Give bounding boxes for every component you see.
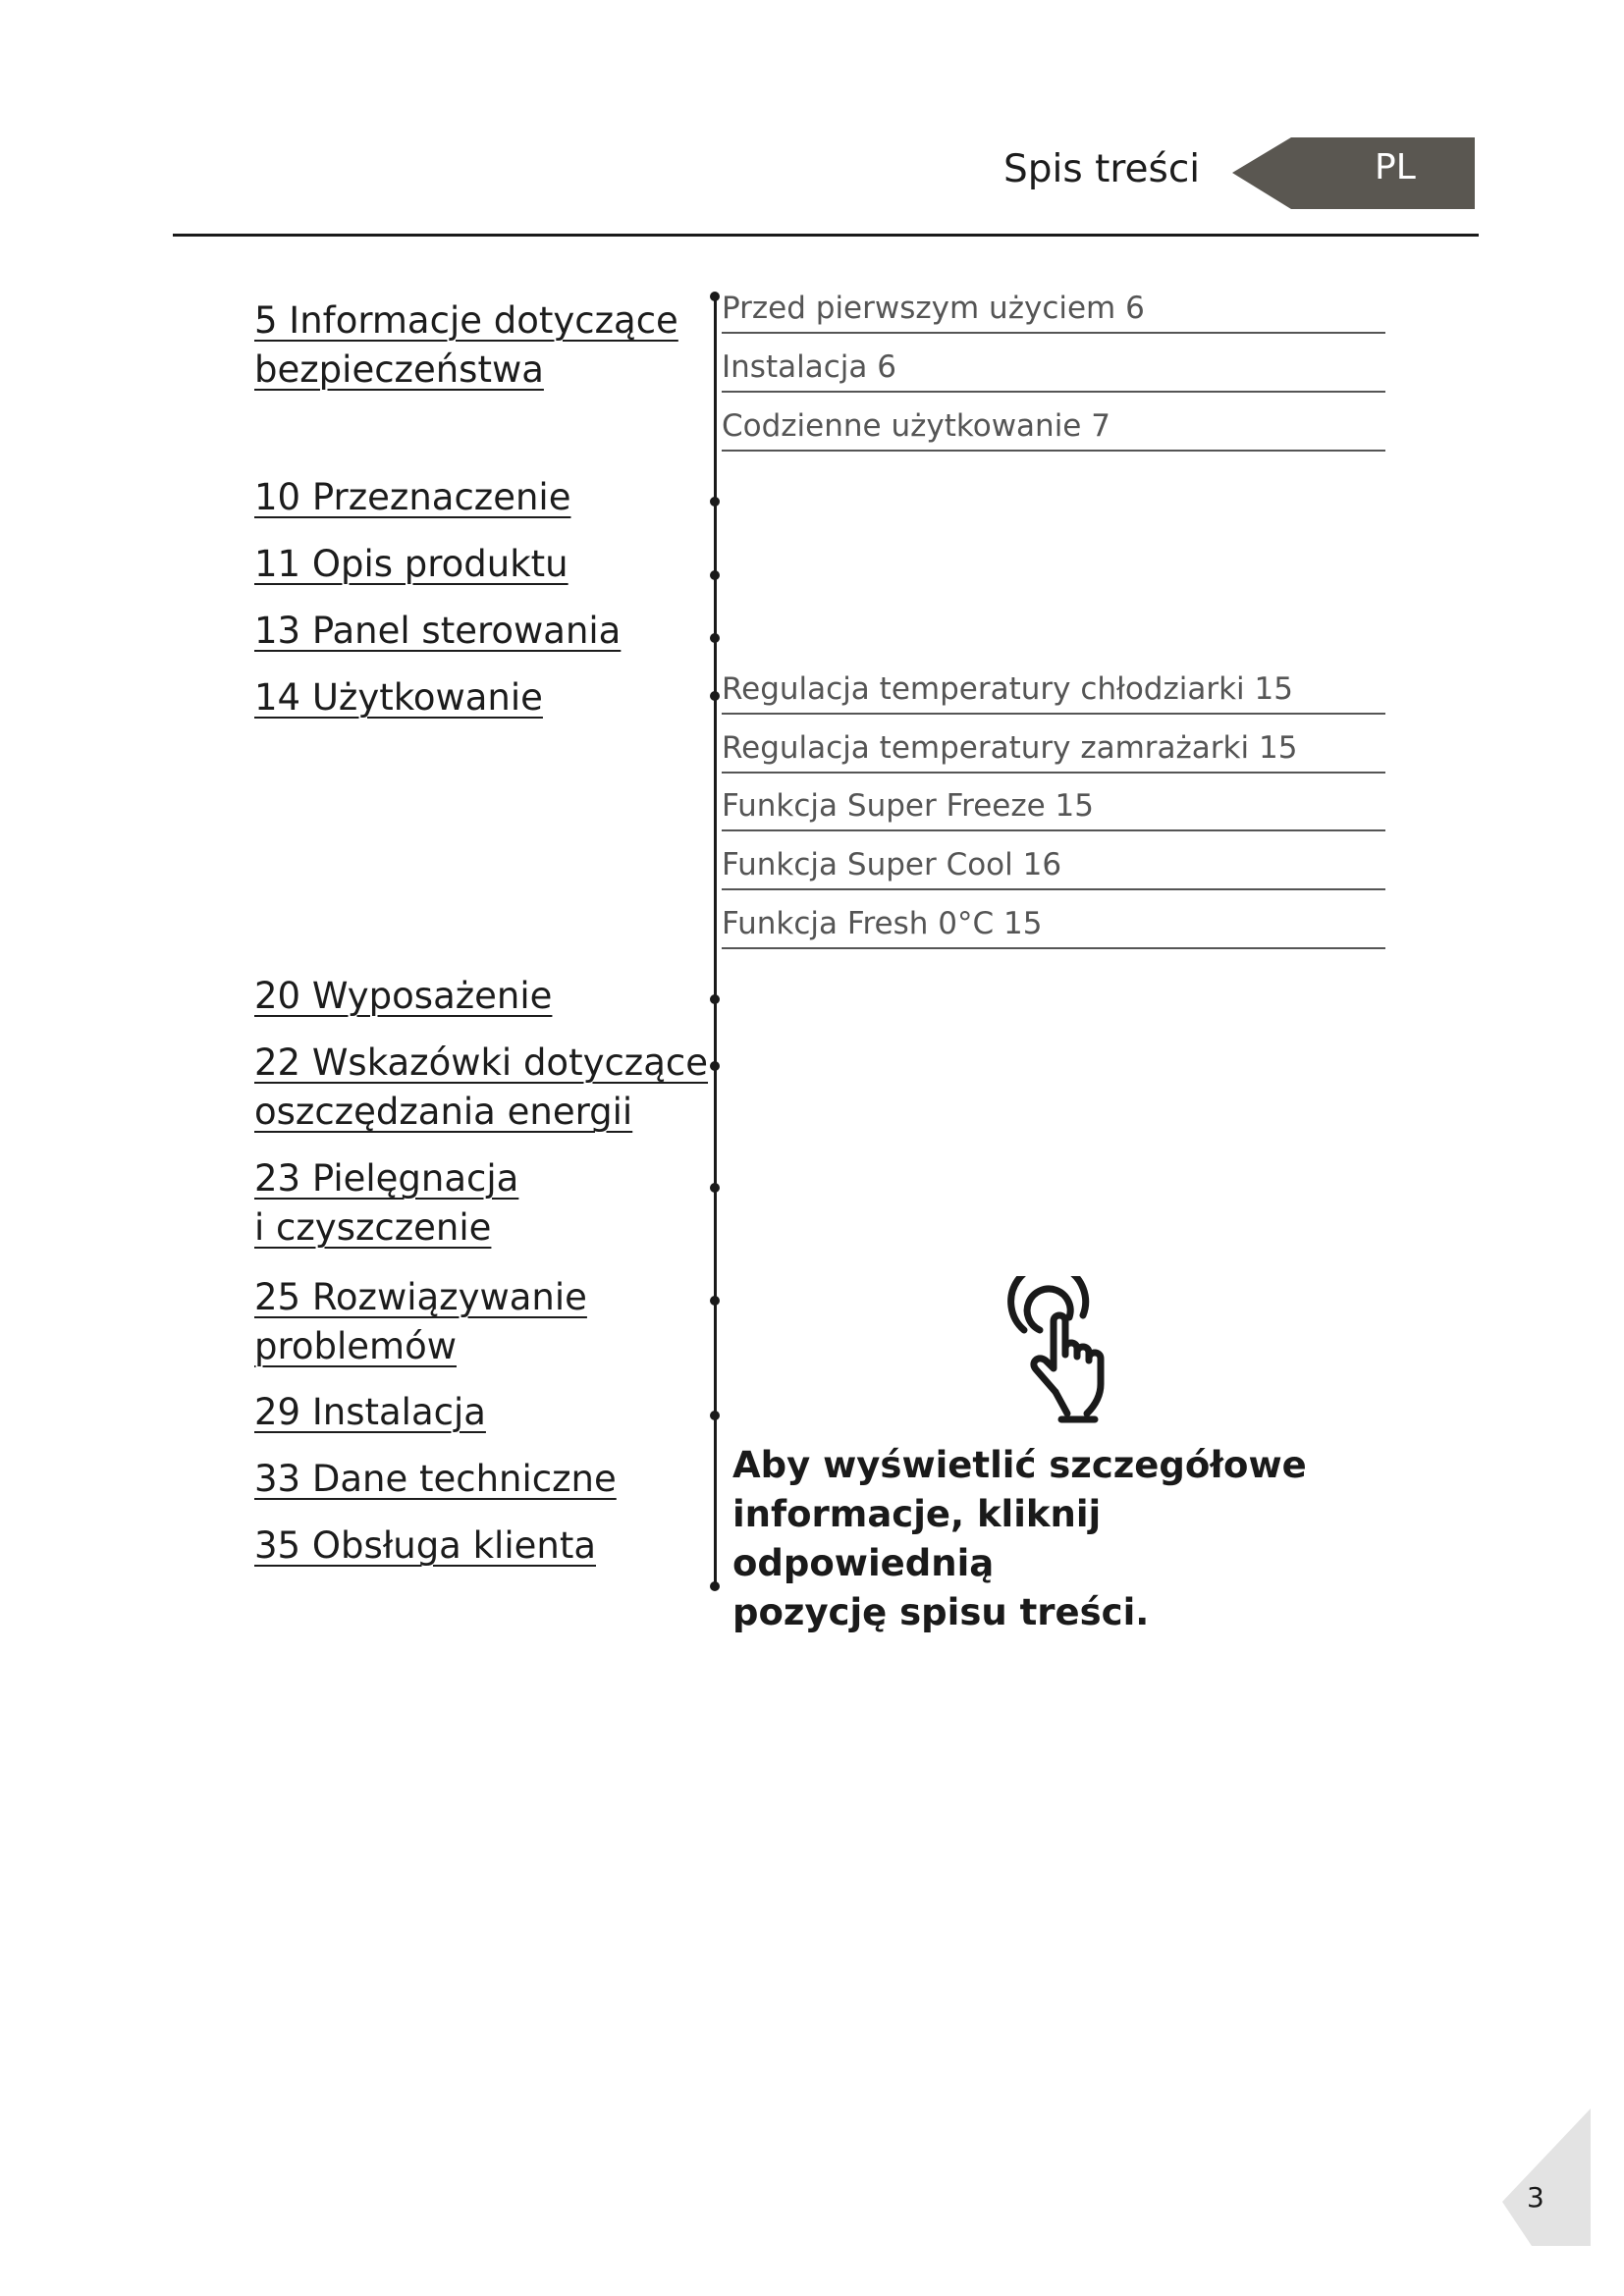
toc-item-instalacja[interactable]: 29 Instalacja — [254, 1391, 486, 1433]
page-corner-tab — [1502, 2109, 1591, 2246]
toc-item-panel-sterowania[interactable]: 13 Panel sterowania — [254, 610, 622, 652]
toc-item-rozwiazywanie-problemow[interactable]: 25 Rozwiązywanie problemów — [254, 1276, 587, 1367]
timeline-dot — [710, 570, 720, 580]
page-title: Spis treści — [1003, 147, 1201, 191]
toc-timeline — [714, 294, 717, 1588]
toc-item-przeznaczenie[interactable]: 10 Przeznaczenie — [254, 476, 571, 518]
timeline-dot — [710, 994, 720, 1004]
timeline-dot — [710, 497, 720, 507]
timeline-dot — [710, 1183, 720, 1193]
toc-item-wskazowki-energii[interactable]: 22 Wskazówki dotyczące oszczędzania energii — [254, 1041, 709, 1133]
timeline-dot — [710, 1061, 720, 1071]
timeline-dot — [710, 1296, 720, 1306]
toc-item-wyposazenie[interactable]: 20 Wyposażenie — [254, 975, 553, 1017]
instruction-text: Aby wyświetlić szczegółowe informacje, kliknij odpowiednią pozycję spisu treści. — [732, 1444, 1307, 1633]
timeline-dot — [710, 633, 720, 643]
toc-subitem-super-cool[interactable]: Funkcja Super Cool 16 — [722, 843, 1385, 890]
language-tab — [1232, 137, 1475, 209]
toc-item-pielegnacja[interactable]: 23 Pielęgnacja i czyszczenie — [254, 1157, 519, 1249]
toc-item-uzytkowanie[interactable]: 14 Użytkowanie — [254, 676, 543, 719]
timeline-dot — [710, 1581, 720, 1591]
timeline-dot — [710, 691, 720, 701]
toc-item-informacje-bezpieczenstwa[interactable]: 5 Informacje dotyczące bezpieczeństwa — [254, 299, 678, 391]
toc-subitem-temperatura-chlodziarki[interactable]: Regulacja temperatury chłodziarki 15 — [722, 667, 1385, 715]
toc-subitem-fresh[interactable]: Funkcja Fresh 0°C 15 — [722, 902, 1385, 949]
page-number: 3 — [1527, 2181, 1544, 2214]
toc-subitem-temperatura-zamrazarki[interactable]: Regulacja temperatury zamrażarki 15 — [722, 726, 1385, 774]
toc-subitem-codzienne-uzytkowanie[interactable]: Codzienne użytkowanie 7 — [722, 404, 1385, 452]
header-divider — [173, 234, 1479, 237]
toc-item-dane-techniczne[interactable]: 33 Dane techniczne — [254, 1458, 617, 1500]
toc-subitem-przed-pierwszym-uzyciem[interactable]: Przed pierwszym użyciem 6 — [722, 287, 1385, 334]
toc-subitem-super-freeze[interactable]: Funkcja Super Freeze 15 — [722, 784, 1385, 831]
hand-tap-icon — [1006, 1276, 1139, 1423]
language-label: PL — [1375, 147, 1416, 187]
toc-item-opis-produktu[interactable]: 11 Opis produktu — [254, 543, 568, 585]
toc-subitem-instalacja[interactable]: Instalacja 6 — [722, 346, 1385, 393]
timeline-dot — [710, 292, 720, 301]
toc-item-obsluga-klienta[interactable]: 35 Obsługa klienta — [254, 1524, 596, 1567]
timeline-dot — [710, 1411, 720, 1420]
